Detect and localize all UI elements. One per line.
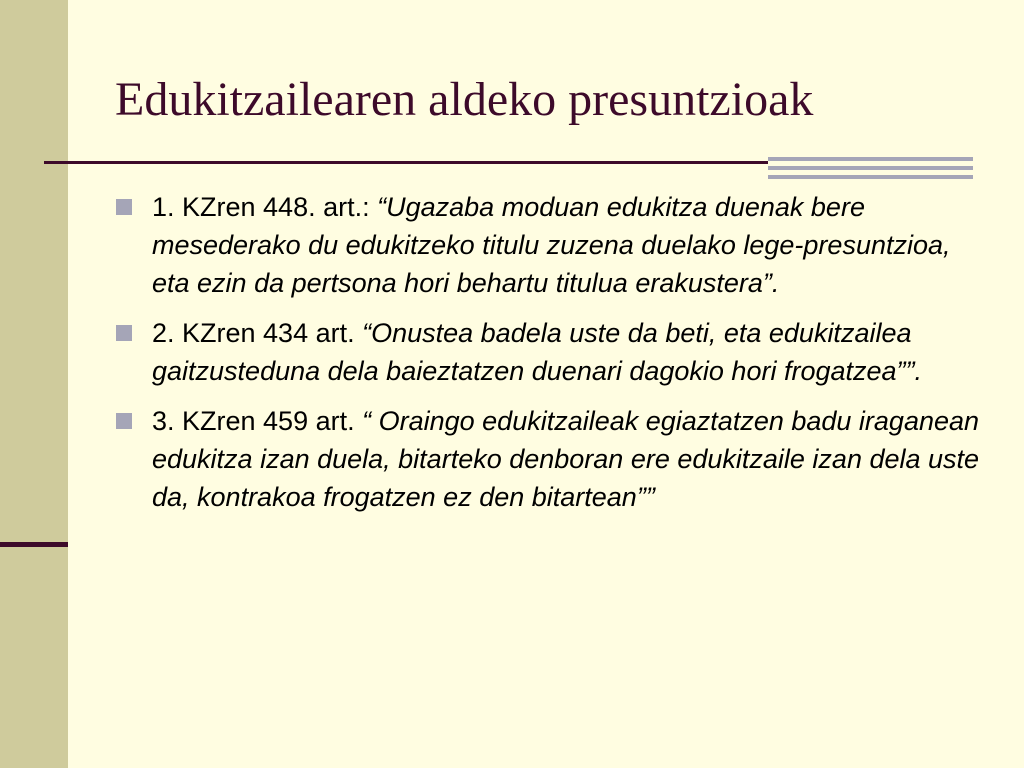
left-band-rule xyxy=(0,542,68,547)
accent-bars xyxy=(768,157,973,179)
square-bullet-icon xyxy=(116,199,132,215)
accent-bar xyxy=(768,157,973,161)
bullet-prefix: 2. KZren 434 art. xyxy=(152,318,363,348)
bullet-prefix: 1. KZren 448. art.: xyxy=(152,192,378,222)
square-bullet-icon xyxy=(116,325,132,341)
bullet-quote: “Onustea badela uste da beti, eta edukitzailea gaitzusteduna dela baieztatzen duenari dagokio hori frogatzea””. xyxy=(152,318,923,386)
bullet-quote: “Ugazaba moduan edukitza duenak bere mesederako du edukitzeko titulu zuzena duelako lege-presuntzioa, eta ezin da pertsona hori behartu titulua erakustera”. xyxy=(152,192,951,298)
bullet-list xyxy=(112,188,992,528)
accent-bar xyxy=(768,166,973,170)
bullet-item-2 xyxy=(112,314,992,390)
square-bullet-icon xyxy=(116,413,132,429)
bullet-item-3 xyxy=(112,402,992,516)
left-decorative-band xyxy=(0,0,68,768)
bullet-prefix: 3. KZren 459 art. xyxy=(152,406,363,436)
bullet-quote: “ Oraingo edukitzaileak egiaztatzen badu iraganean edukitza izan duela, bitarteko denboran ere edukitzaile izan dela uste da, kontrakoa frogatzen ez den bitartean”” xyxy=(152,406,980,512)
accent-bar xyxy=(768,175,973,179)
bullet-item-1 xyxy=(112,188,992,302)
title-underline-rule xyxy=(44,161,768,164)
slide-title: Edukitzailearen aldeko presuntzioak xyxy=(115,73,814,126)
